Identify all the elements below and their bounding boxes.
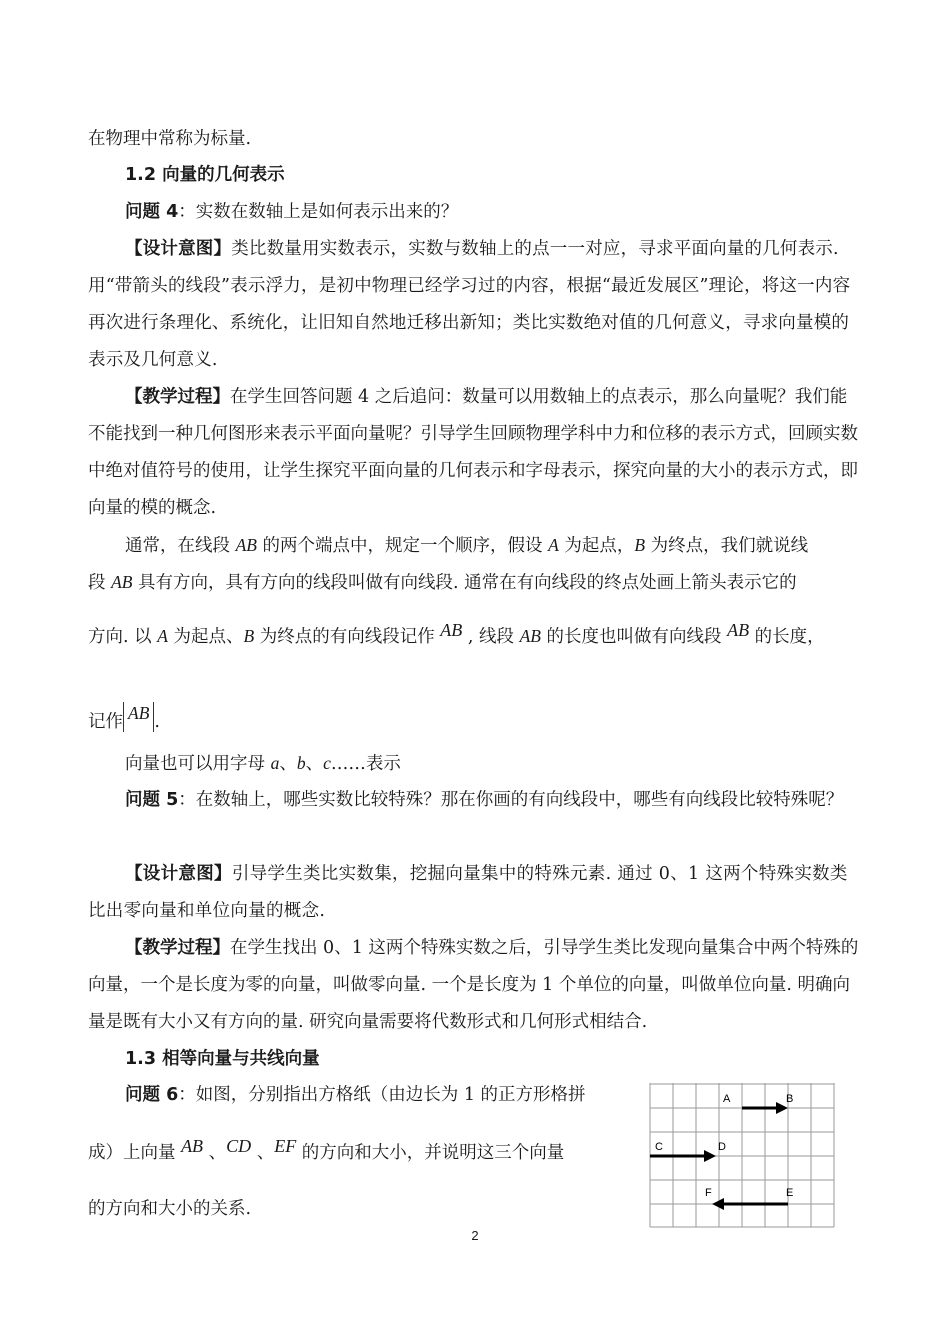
paragraph-modulus: 记作 AB .: [88, 703, 160, 732]
paragraph-directed-segment-3: 方向. 以 A 为起点、B 为终点的有向线段记作 AB , 线段 AB 的长度也叫做有向线段 AB 的长度，: [88, 618, 862, 656]
paragraph-directed-segment-2: 段 AB 具有方向，具有方向的线段叫做有向线段. 通常在有向线段的终点处画上箭头表示它的: [88, 572, 797, 593]
point-label-E: E: [786, 1187, 794, 1199]
question-5: 问题 5：在数轴上，哪些实数比较特殊？那在你画的有向线段中，哪些有向线段比较特殊呢？: [125, 790, 844, 810]
vector-AB: AB: [440, 620, 463, 640]
question-6: 问题 6：如图，分别指出方格纸（由边长为 1 的正方形格拼: [125, 1085, 586, 1105]
teaching-process-1: 【教学过程】在学生回答问题 4 之后追问：数量可以用数轴上的点表示，那么向量呢？我们能不能找到一种几何图形来表示平面向量呢？引导学生回顾物理学科中力和位移的表示方式，回顾实数中绝对值符号的使用，让学生探究平面向量的几何表示和字母表示，探究向量的大小的表示方式，即向量的模的概念.: [88, 387, 858, 518]
point-label-F: F: [705, 1187, 712, 1199]
section-heading-1-3: 1.3 相等向量与共线向量: [125, 1049, 320, 1069]
design-intent-1: 【设计意图】类比数量用实数表示，实数与数轴上的点一一对应，寻求平面向量的几何表示. 用“带箭头的线段”表示浮力，是初中物理已经学习过的内容，根据“最近发展区”理论，将这一内容再次进行条理化、系统化，让旧知自然地迁移出新知；类比实数绝对值的几何意义，寻求向量模的表示及几何意义.: [88, 239, 851, 370]
vector-EF: EF: [274, 1136, 297, 1156]
design-intent-2: 【设计意图】引导学生类比实数集，挖掘向量集中的特殊元素. 通过 0、1 这两个特殊实数类比出零向量和单位向量的概念.: [88, 864, 848, 921]
question-4: 问题 4：实数在数轴上是如何表示出来的？: [125, 202, 459, 222]
question-6-line-2: 成）上向量 AB 、CD 、EF 的方向和大小，并说明这三个向量: [88, 1134, 618, 1172]
vector-AB: AB: [727, 620, 750, 640]
point-label-C: C: [655, 1141, 663, 1153]
vector-CD: CD: [226, 1136, 252, 1156]
vector-AB: AB: [181, 1136, 204, 1156]
teaching-process-2: 【教学过程】在学生找出 0、1 这两个特殊实数之后，引导学生类比发现向量集合中两个特殊的向量，一个是长度为零的向量，叫做零向量. 一个是长度为 1 个单位的向量，叫做单位向量. 明确向量是既有大小又有方向的量. 研究向量需要将代数形式和几何形式相结合.: [88, 938, 859, 1032]
grid-vector-figure: [646, 1083, 836, 1229]
vector-modulus: AB: [123, 702, 154, 732]
paragraph-scalar-end: 在物理中常称为标量.: [88, 129, 252, 149]
page-number: 2: [471, 1228, 479, 1243]
point-label-A: A: [723, 1093, 731, 1105]
section-heading-1-2: 1.2 向量的几何表示: [125, 165, 285, 185]
paragraph-letter-notation: 向量也可以用字母 a、b、c……表示: [125, 753, 401, 774]
vector-EF-arrow: [712, 1198, 788, 1210]
paragraph-directed-segment-1: 通常，在线段 AB 的两个端点中，规定一个顺序，假设 A 为起点，B 为终点，我们就说线: [125, 535, 809, 556]
point-label-D: D: [718, 1141, 726, 1153]
point-label-B: B: [786, 1093, 794, 1105]
question-6-line-3: 的方向和大小的关系.: [88, 1199, 252, 1219]
